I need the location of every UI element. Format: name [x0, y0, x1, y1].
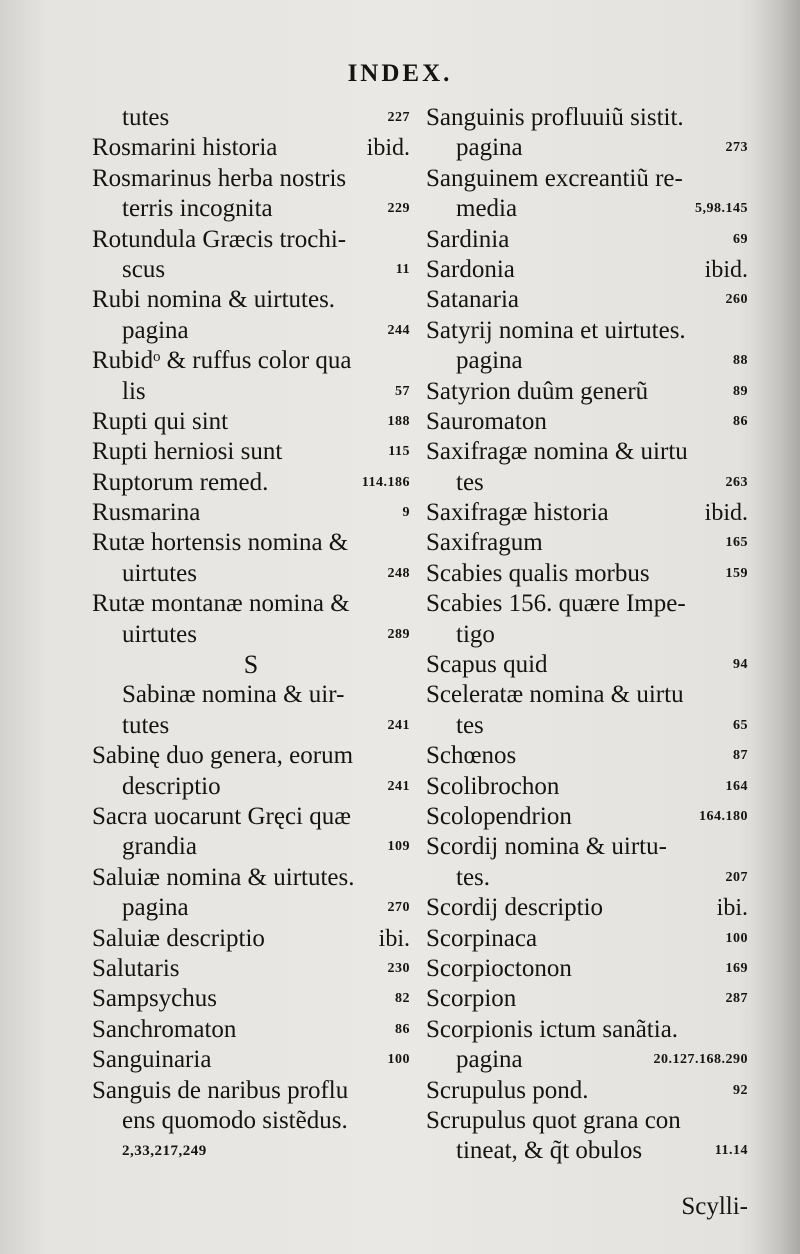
index-entry-text: pagina	[456, 347, 523, 375]
index-page-reference: 114.186	[361, 474, 410, 490]
index-entry-text: descriptio	[122, 772, 221, 800]
index-page-reference: 263	[725, 474, 748, 490]
index-entry-text: Rotundula Græcis trochi-	[92, 225, 347, 253]
index-entry-text: Scolopendrion	[426, 802, 572, 830]
index-column-left	[92, 103, 410, 1167]
index-entry-text: Sacra uocarunt Gręci quæ	[92, 802, 351, 830]
index-entry-text: Saluiæ descriptio	[92, 924, 265, 952]
index-entry-text: uirtutes	[122, 559, 197, 587]
index-entry-text: Scorpinaca	[426, 924, 538, 952]
index-page-reference: 115	[388, 444, 410, 460]
running-head: INDEX.	[347, 60, 453, 87]
index-entry-text: tes.	[456, 863, 491, 891]
index-entry	[92, 772, 410, 802]
index-entry-text: Scapus quid	[426, 651, 548, 679]
index-page-reference: 273	[725, 140, 748, 156]
index-entry-text: tutes	[122, 104, 170, 131]
index-entry-text: scus	[122, 255, 166, 283]
index-entry	[92, 285, 410, 315]
index-entry-text: Saxifragæ nomina & uirtu	[426, 438, 688, 466]
index-page-reference: 230	[387, 960, 410, 976]
index-entry	[426, 680, 748, 710]
index-entry-text: lis	[122, 377, 146, 405]
index-entry-text: Saluiæ nomina & uirtutes.	[92, 863, 355, 891]
index-entry	[92, 194, 410, 224]
index-entry-text: pagina	[456, 1046, 523, 1074]
index-entry	[92, 802, 410, 832]
index-entry-text: Rubi nomina & uirtutes.	[92, 286, 336, 314]
index-entry	[426, 1015, 748, 1045]
index-entry-text: Sauromaton	[426, 407, 547, 435]
index-entry	[426, 377, 748, 407]
index-entry	[92, 103, 410, 133]
index-page-reference: 5,98.145	[695, 201, 748, 217]
index-page-reference: 89	[733, 383, 748, 399]
index-page-reference: 164.180	[699, 808, 748, 824]
index-entry-text: pagina	[122, 894, 189, 922]
index-entry	[426, 255, 748, 285]
index-entry-text: Satyrij nomina et uirtutes.	[426, 316, 686, 344]
index-entry	[426, 924, 748, 954]
index-entry-text: Ruptorum remed.	[92, 468, 269, 496]
index-entry	[92, 133, 410, 163]
index-column-right	[426, 103, 748, 1167]
index-entry-text: Scorpion	[426, 985, 517, 1013]
index-entry-text: ens quomodo sistẽdus.	[122, 1106, 348, 1134]
index-entry	[426, 711, 748, 741]
index-entry	[426, 498, 748, 528]
index-entry	[426, 1076, 748, 1106]
index-entry-text: Rupti qui sint	[92, 407, 229, 435]
index-entry	[426, 194, 748, 224]
index-page-reference: 207	[725, 869, 748, 885]
index-page-reference: ibi.	[716, 895, 748, 922]
index-page-reference: 241	[387, 717, 410, 733]
index-entry-text: Sardonia	[426, 255, 515, 283]
index-entry	[92, 1076, 410, 1106]
index-entry	[92, 316, 410, 346]
index-entry	[92, 1045, 410, 1075]
index-entry-text: Rusmarina	[92, 499, 201, 527]
index-entry	[426, 316, 748, 346]
index-entry-text: Sardinia	[426, 225, 510, 253]
index-entry-text: tutes	[122, 711, 170, 739]
index-entry	[92, 863, 410, 893]
index-entry	[426, 1045, 748, 1075]
index-entry-text: tigo	[456, 620, 495, 648]
index-entry	[426, 559, 748, 589]
index-entry	[92, 1106, 410, 1136]
index-entry-text: Scorpionis ictum sanãtia.	[426, 1015, 679, 1043]
index-page-reference: 260	[725, 292, 748, 308]
index-page-reference: 82	[395, 991, 410, 1007]
index-page-reference: 287	[725, 991, 748, 1007]
index-entry	[92, 589, 410, 619]
index-entry-text: pagina	[122, 316, 189, 344]
index-entry	[92, 741, 410, 771]
index-entry-text: Rutæ montanæ nomina &	[92, 590, 350, 618]
index-page-reference: 88	[733, 353, 748, 369]
index-entry	[92, 498, 410, 528]
index-page-reference: 86	[733, 413, 748, 429]
index-entry	[426, 620, 748, 650]
index-entry	[426, 589, 748, 619]
index-entry	[92, 1136, 410, 1166]
index-entry	[92, 680, 410, 710]
index-entry	[426, 1106, 748, 1136]
index-entry	[92, 832, 410, 862]
index-entry	[426, 832, 748, 862]
index-entry	[426, 164, 748, 194]
index-entry-text: Scordij descriptio	[426, 894, 604, 922]
index-entry-text: pagina	[456, 134, 523, 162]
index-entry	[426, 225, 748, 255]
index-entry	[426, 984, 748, 1014]
index-entry	[426, 1136, 748, 1166]
index-entry-text: Satanaria	[426, 286, 520, 314]
index-page-reference: 69	[733, 231, 748, 247]
index-page-reference: 229	[387, 201, 410, 217]
index-page-reference: 227	[387, 110, 410, 125]
index-entry	[92, 377, 410, 407]
index-entry	[426, 468, 748, 498]
index-page-reference: 164	[725, 778, 748, 794]
index-entry-text: uirtutes	[122, 620, 197, 648]
index-entry	[426, 346, 748, 376]
index-page-reference: 94	[733, 657, 748, 673]
index-page-reference: 57	[395, 383, 410, 399]
catchword: Scylli-	[681, 1193, 748, 1220]
index-entry-text: Sanchromaton	[92, 1015, 237, 1043]
index-entry-text: tes	[456, 711, 484, 739]
index-entry-text: Saxifragum	[426, 529, 543, 557]
index-entry-text: terris incognita	[122, 195, 273, 223]
index-entry	[426, 772, 748, 802]
index-entry	[92, 346, 410, 376]
index-entry	[426, 741, 748, 771]
index-page-reference: ibid.	[704, 256, 748, 283]
index-entry-text: Rubidᵒ & ruffus color qua	[92, 347, 352, 375]
index-entry-text: Rosmarinus herba nostris	[92, 164, 347, 192]
index-entry-text: media	[456, 195, 518, 223]
index-page-reference: 165	[725, 535, 748, 551]
index-entry-text: Scordij nomina & uirtu-	[426, 833, 667, 861]
index-entry	[426, 954, 748, 984]
index-entry-text: Scabies qualis morbus	[426, 559, 650, 587]
index-page-reference: ibid.	[366, 135, 410, 162]
index-entry	[426, 103, 748, 133]
index-page-reference: 270	[387, 900, 410, 916]
index-entry-text: 2,33,217,249	[122, 1143, 207, 1160]
index-entry	[426, 437, 748, 467]
index-entry-text: Rupti herniosi sunt	[92, 438, 283, 466]
index-entry	[92, 924, 410, 954]
index-entry-text: Satyrion duûm generũ	[426, 377, 649, 405]
index-entry	[92, 1015, 410, 1045]
index-entry	[426, 893, 748, 923]
index-page-reference: 86	[395, 1021, 410, 1037]
index-page-reference: 100	[725, 930, 748, 946]
index-entry	[92, 711, 410, 741]
index-entry	[426, 650, 748, 680]
index-page-reference: 248	[387, 565, 410, 581]
index-entry-text: Rutæ hortensis nomina &	[92, 529, 349, 557]
index-entry-text: Sanguinis profluuiũ sistit.	[426, 104, 684, 131]
index-page-reference: ibi.	[378, 925, 410, 952]
index-entry-text: Saxifragæ historia	[426, 499, 609, 527]
index-entry-text: Sanguinem excreantiũ re-	[426, 164, 683, 192]
index-page-reference: 87	[733, 748, 748, 764]
index-page-reference: 241	[387, 778, 410, 794]
index-entry-text: Scabies 156. quære Impe-	[426, 590, 686, 618]
index-entry-text: Sampsychus	[92, 985, 217, 1013]
index-page-reference: 169	[725, 960, 748, 976]
index-page-reference: 92	[733, 1082, 748, 1098]
index-entry-text: Sanguinaria	[92, 1046, 212, 1074]
index-entry	[92, 437, 410, 467]
index-entry-text: Salutaris	[92, 954, 180, 982]
index-entry-text: Rosmarini historia	[92, 134, 278, 162]
index-entry-text: Scrupulus quot grana con	[426, 1106, 681, 1134]
index-entry-text: Scrupulus pond.	[426, 1076, 589, 1104]
index-page-reference: 11	[395, 261, 410, 277]
index-entry	[426, 133, 748, 163]
index-entry	[92, 893, 410, 923]
index-entry	[92, 954, 410, 984]
index-entry-text: Sanguis de naribus proflu	[92, 1076, 349, 1104]
index-page-reference: 289	[387, 626, 410, 642]
index-entry-text: tes	[456, 468, 484, 496]
index-page-reference: ibid.	[704, 500, 748, 527]
index-entry	[92, 620, 410, 650]
index-entry	[426, 863, 748, 893]
index-entry	[92, 164, 410, 194]
index-entry	[92, 559, 410, 589]
index-entry-text: Sceleratæ nomina & uirtu	[426, 681, 684, 709]
index-entry-text: Sabinę duo genera, eorum	[92, 742, 354, 770]
index-entry	[92, 528, 410, 558]
index-entry	[92, 225, 410, 255]
index-entry	[92, 984, 410, 1014]
index-section-letter	[92, 650, 410, 680]
index-entry-text: Schœnos	[426, 742, 517, 770]
index-entry	[426, 407, 748, 437]
index-entry	[92, 255, 410, 285]
page-gutter-shadow	[750, 0, 800, 1254]
index-entry	[92, 468, 410, 498]
index-page-reference: 159	[725, 565, 748, 581]
index-page-reference: 188	[387, 413, 410, 429]
index-page-reference: 20.127.168.290	[653, 1052, 748, 1068]
index-entry-text: grandia	[122, 833, 197, 861]
index-page-reference: 11.14	[714, 1143, 748, 1159]
index-page-reference: 65	[733, 717, 748, 733]
index-page-reference: 9	[402, 505, 410, 521]
index-entry-text: tineat, & q̃t obulos	[456, 1137, 643, 1165]
index-entry-text: Scolibrochon	[426, 772, 560, 800]
index-entry-text: Scorpioctonon	[426, 954, 572, 982]
index-page-reference: 109	[387, 839, 410, 855]
index-entry-text: S	[243, 650, 259, 680]
index-entry	[426, 802, 748, 832]
index-page-reference: 100	[387, 1052, 410, 1068]
index-entry	[426, 528, 748, 558]
index-entry	[92, 407, 410, 437]
index-entry	[426, 285, 748, 315]
index-entry-text: Sabinæ nomina & uir-	[122, 681, 345, 709]
index-page-reference: 244	[387, 322, 410, 338]
